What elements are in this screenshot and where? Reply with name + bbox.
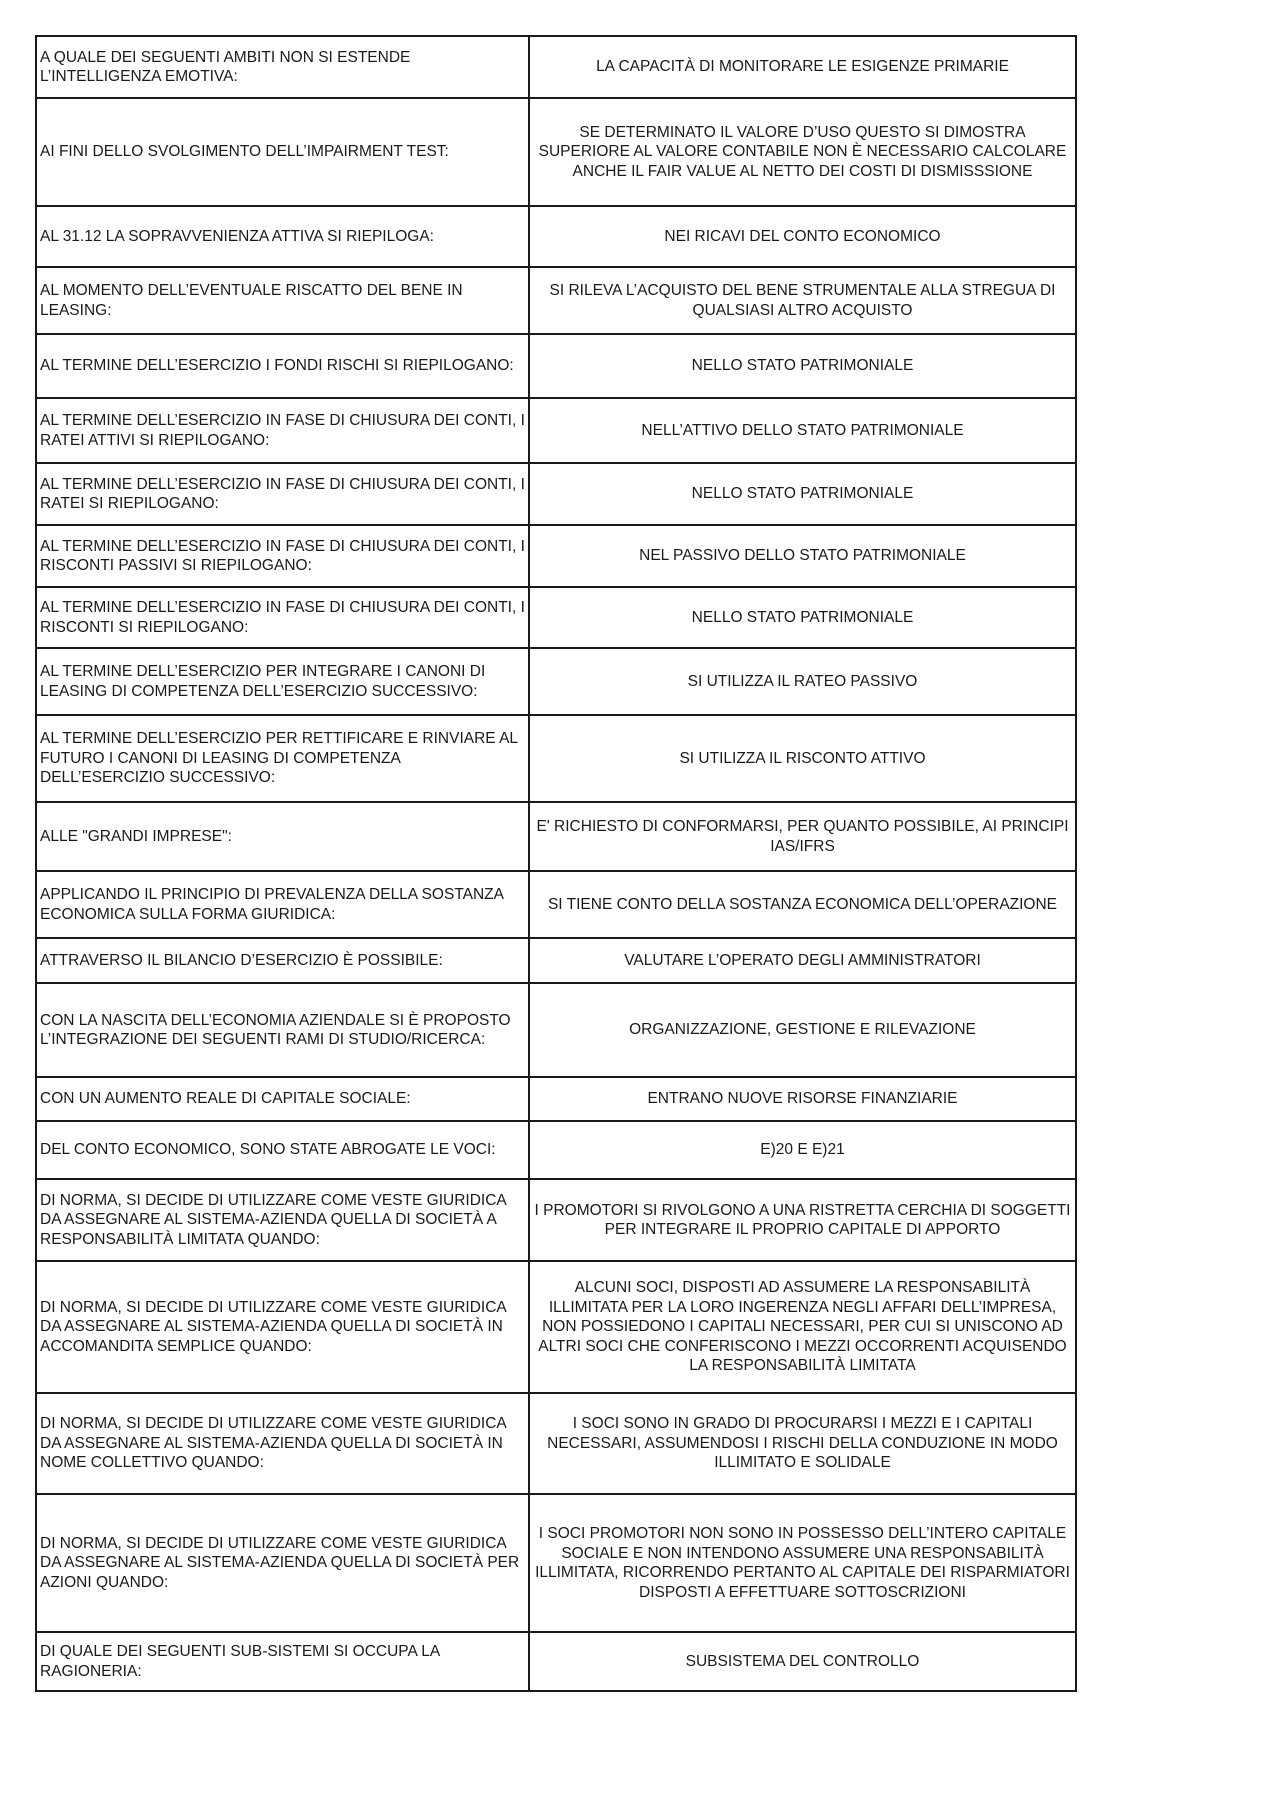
question-cell: ALLE "GRANDI IMPRESE": <box>36 802 529 871</box>
question-cell: DEL CONTO ECONOMICO, SONO STATE ABROGATE LE VOCI: <box>36 1121 529 1179</box>
table-row <box>36 648 1076 715</box>
question-cell: AL TERMINE DELL’ESERCIZIO IN FASE DI CHIUSURA DEI CONTI, I RISCONTI PASSIVI SI RIEPILOGANO: <box>36 525 529 587</box>
question-cell: CON UN AUMENTO REALE DI CAPITALE SOCIALE: <box>36 1077 529 1121</box>
answer-cell: NELLO STATO PATRIMONIALE <box>529 587 1076 648</box>
question-cell: DI NORMA, SI DECIDE DI UTILIZZARE COME VESTE GIURIDICA DA ASSEGNARE AL SISTEMA-AZIENDA QUELLA DI SOCIETÀ IN ACCOMANDITA SEMPLICE QUANDO: <box>36 1261 529 1393</box>
question-cell: AL TERMINE DELL’ESERCIZIO PER INTEGRARE I CANONI DI LEASING DI COMPETENZA DELL’ESERCIZIO SUCCESSIVO: <box>36 648 529 715</box>
table-row <box>36 1632 1076 1691</box>
table-row <box>36 1261 1076 1393</box>
table-row <box>36 463 1076 525</box>
answer-cell: I PROMOTORI SI RIVOLGONO A UNA RISTRETTA CERCHIA DI SOGGETTI PER INTEGRARE IL PROPRIO CAPITALE DI APPORTO <box>529 1179 1076 1261</box>
table-row <box>36 206 1076 267</box>
table-row <box>36 98 1076 206</box>
table-row <box>36 398 1076 463</box>
question-cell: AL TERMINE DELL’ESERCIZIO IN FASE DI CHIUSURA DEI CONTI, I RISCONTI SI RIEPILOGANO: <box>36 587 529 648</box>
answer-cell: LA CAPACITÀ DI MONITORARE LE ESIGENZE PRIMARIE <box>529 36 1076 98</box>
question-cell: DI NORMA, SI DECIDE DI UTILIZZARE COME VESTE GIURIDICA DA ASSEGNARE AL SISTEMA-AZIENDA QUELLA DI SOCIETÀ A RESPONSABILITÀ LIMITATA QUANDO: <box>36 1179 529 1261</box>
answer-cell: I SOCI PROMOTORI NON SONO IN POSSESSO DELL’INTERO CAPITALE SOCIALE E NON INTENDONO ASSUMERE UNA RESPONSABILITÀ ILLIMITATA, RICORRENDO PERTANTO AL CAPITALE DEI RISPARMIATORI DISPOSTI A EFFETTUARE SOTTOSCRIZIONI <box>529 1494 1076 1632</box>
question-cell: DI NORMA, SI DECIDE DI UTILIZZARE COME VESTE GIURIDICA DA ASSEGNARE AL SISTEMA-AZIENDA QUELLA DI SOCIETÀ PER AZIONI QUANDO: <box>36 1494 529 1632</box>
table-row <box>36 1179 1076 1261</box>
table-row <box>36 802 1076 871</box>
answer-cell: NEI RICAVI DEL CONTO ECONOMICO <box>529 206 1076 267</box>
answer-cell: ALCUNI SOCI, DISPOSTI AD ASSUMERE LA RESPONSABILITÀ ILLIMITATA PER LA LORO INGERENZA NEGLI AFFARI DELL’IMPRESA, NON POSSIEDONO I CAPITALI NECESSARI, PER CUI SI UNISCONO AD ALTRI SOCI CHE CONFERISCONO I MEZZI OCCORRENTI ACQUISENDO LA RESPONSABILITÀ LIMITATA <box>529 1261 1076 1393</box>
answer-cell: VALUTARE L’OPERATO DEGLI AMMINISTRATORI <box>529 938 1076 983</box>
answer-cell: NELL’ATTIVO DELLO STATO PATRIMONIALE <box>529 398 1076 463</box>
table-row <box>36 983 1076 1077</box>
question-cell: DI QUALE DEI SEGUENTI SUB-SISTEMI SI OCCUPA LA RAGIONERIA: <box>36 1632 529 1691</box>
qa-table <box>35 35 1077 1692</box>
question-cell: A QUALE DEI SEGUENTI AMBITI NON SI ESTENDE L’INTELLIGENZA EMOTIVA: <box>36 36 529 98</box>
table-row <box>36 1121 1076 1179</box>
table-row <box>36 715 1076 802</box>
answer-cell: NELLO STATO PATRIMONIALE <box>529 463 1076 525</box>
question-cell: AL 31.12 LA SOPRAVVENIENZA ATTIVA SI RIEPILOGA: <box>36 206 529 267</box>
answer-cell: ENTRANO NUOVE RISORSE FINANZIARIE <box>529 1077 1076 1121</box>
answer-cell: SUBSISTEMA DEL CONTROLLO <box>529 1632 1076 1691</box>
answer-cell: SI UTILIZZA IL RISCONTO ATTIVO <box>529 715 1076 802</box>
table-row <box>36 587 1076 648</box>
question-cell: DI NORMA, SI DECIDE DI UTILIZZARE COME VESTE GIURIDICA DA ASSEGNARE AL SISTEMA-AZIENDA QUELLA DI SOCIETÀ IN NOME COLLETTIVO QUANDO: <box>36 1393 529 1494</box>
answer-cell: E' RICHIESTO DI CONFORMARSI, PER QUANTO POSSIBILE, AI PRINCIPI IAS/IFRS <box>529 802 1076 871</box>
question-cell: AL TERMINE DELL’ESERCIZIO PER RETTIFICARE E RINVIARE AL FUTURO I CANONI DI LEASING DI COMPETENZA DELL’ESERCIZIO SUCCESSIVO: <box>36 715 529 802</box>
answer-cell: E)20 E E)21 <box>529 1121 1076 1179</box>
question-cell: AL TERMINE DELL’ESERCIZIO IN FASE DI CHIUSURA DEI CONTI, I RATEI ATTIVI SI RIEPILOGANO: <box>36 398 529 463</box>
question-cell: APPLICANDO IL PRINCIPIO DI PREVALENZA DELLA SOSTANZA ECONOMICA SULLA FORMA GIURIDICA: <box>36 871 529 938</box>
table-row <box>36 36 1076 98</box>
question-cell: AI FINI DELLO SVOLGIMENTO DELL’IMPAIRMENT TEST: <box>36 98 529 206</box>
question-cell: AL TERMINE DELL’ESERCIZIO I FONDI RISCHI SI RIEPILOGANO: <box>36 334 529 398</box>
table-row <box>36 267 1076 334</box>
question-cell: ATTRAVERSO IL BILANCIO D’ESERCIZIO È POSSIBILE: <box>36 938 529 983</box>
answer-cell: NELLO STATO PATRIMONIALE <box>529 334 1076 398</box>
table-row <box>36 1393 1076 1494</box>
question-cell: AL TERMINE DELL’ESERCIZIO IN FASE DI CHIUSURA DEI CONTI, I RATEI SI RIEPILOGANO: <box>36 463 529 525</box>
answer-cell: I SOCI SONO IN GRADO DI PROCURARSI I MEZZI E I CAPITALI NECESSARI, ASSUMENDOSI I RISCHI DELLA CONDUZIONE IN MODO ILLIMITATO E SOLIDALE <box>529 1393 1076 1494</box>
table-row <box>36 871 1076 938</box>
question-cell: AL MOMENTO DELL’EVENTUALE RISCATTO DEL BENE IN LEASING: <box>36 267 529 334</box>
answer-cell: SI RILEVA L’ACQUISTO DEL BENE STRUMENTALE ALLA STREGUA DI QUALSIASI ALTRO ACQUISTO <box>529 267 1076 334</box>
table-row <box>36 525 1076 587</box>
table-row <box>36 334 1076 398</box>
question-cell: CON LA NASCITA DELL’ECONOMIA AZIENDALE SI È PROPOSTO L’INTEGRAZIONE DEI SEGUENTI RAMI DI STUDIO/RICERCA: <box>36 983 529 1077</box>
answer-cell: NEL PASSIVO DELLO STATO PATRIMONIALE <box>529 525 1076 587</box>
answer-cell: SE DETERMINATO IL VALORE D’USO QUESTO SI DIMOSTRA SUPERIORE AL VALORE CONTABILE NON È NECESSARIO CALCOLARE ANCHE IL FAIR VALUE AL NETTO DEI COSTI DI DISMISSSIONE <box>529 98 1076 206</box>
table-row <box>36 1077 1076 1121</box>
table-row <box>36 1494 1076 1632</box>
answer-cell: ORGANIZZAZIONE, GESTIONE E RILEVAZIONE <box>529 983 1076 1077</box>
answer-cell: SI TIENE CONTO DELLA SOSTANZA ECONOMICA DELL’OPERAZIONE <box>529 871 1076 938</box>
answer-cell: SI UTILIZZA IL RATEO PASSIVO <box>529 648 1076 715</box>
table-row <box>36 938 1076 983</box>
